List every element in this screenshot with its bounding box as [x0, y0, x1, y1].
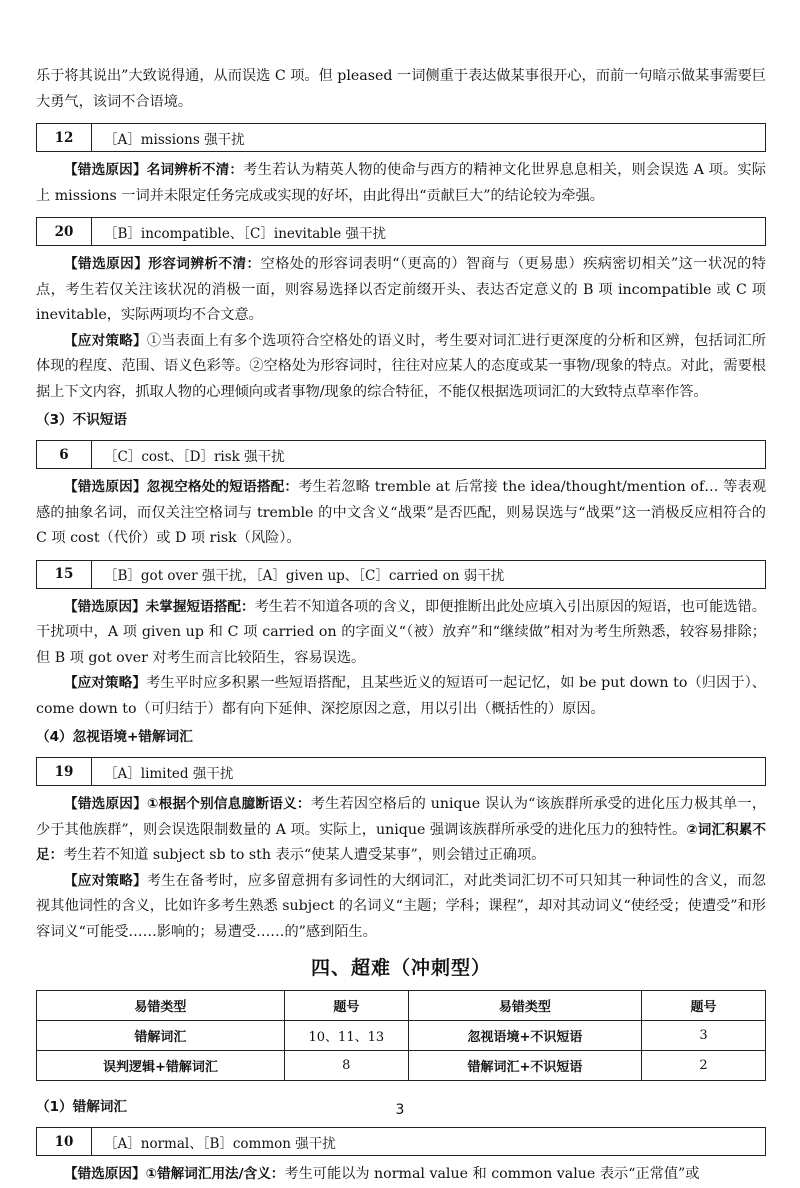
reason-text: 考生若不知道各项的含义，即便推断出此处应填入引出原因的短语，也可能选错。干扰项中，A 项 given up 和 C 项 carried on 的字面义“（被）放弃”和“继续做”相对为考生所熟悉，较容易排除；但 B 项 got over 对考生而言比较陌生，容易误选。 — [36, 598, 766, 666]
table-cell: 误判逻辑+错解词汇 — [37, 1051, 285, 1081]
question-number: 10 — [37, 1128, 92, 1155]
reason-subtag: ①错解词汇用法/含义： — [145, 1166, 285, 1182]
section-heading-1: （1）错解词汇 — [36, 1099, 128, 1115]
q12-reason — [36, 158, 766, 209]
question-box-19 — [36, 757, 766, 786]
question-box-15 — [36, 560, 766, 589]
question-number: 20 — [37, 218, 92, 245]
question-distractor: ［C］cost、［D］risk 强干扰 — [104, 448, 285, 465]
table-header-row — [37, 991, 766, 1021]
strategy-tag: 【应对策略】 — [64, 675, 147, 691]
part-heading: 四、超难（冲刺型） — [310, 957, 491, 979]
question-distractor: ［A］missions 强干扰 — [104, 131, 245, 148]
question-distractor: ［B］incompatible、［C］inevitable 强干扰 — [104, 225, 387, 242]
reason-tag: 【错选原因】名词辨析不清： — [64, 162, 244, 178]
table-header: 题号 — [284, 991, 408, 1021]
table-cell: 8 — [284, 1051, 408, 1081]
reason-tag: 【错选原因】 — [64, 1166, 146, 1182]
reason-text: 空格处的形容词表明“（更高的）智商与（更易患）疾病密切相关”这一状况的特点，考生若仅关注该状况的消极一面，则容易选择以否定前缀开头、表达否定意义的 B 项 incompatible 或 C 项 inevitable，实际两项均不合文意。 — [36, 256, 766, 323]
table-header: 易错类型 — [37, 991, 285, 1021]
table-cell: 3 — [642, 1021, 766, 1051]
reason-text-2: 考生若不知道 subject sb to sth 表示“使某人遭受某事”，则会错过正确项。 — [63, 847, 546, 863]
reason-tag: 【错选原因】形容词辨析不清： — [64, 256, 261, 272]
reason-text: 考生若认为精英人物的使命与西方的精神文化世界息息相关，则会误选 A 项。实际上 missions 一词并未限定任务完成或实现的好坏，由此得出“贡献巨大”的结论较为牵强。 — [36, 162, 766, 204]
reason-subtag-2: ②词汇积累不足： — [36, 821, 766, 863]
q19-reason — [36, 792, 766, 869]
strategy-tag: 【应对策略】 — [64, 872, 147, 889]
table-cell: 错解词汇 — [37, 1021, 285, 1051]
table-header: 易错类型 — [408, 991, 641, 1021]
reason-tag: 【错选原因】未掌握短语搭配： — [64, 598, 255, 615]
question-number: 6 — [37, 441, 92, 468]
q19-strategy — [36, 869, 766, 946]
q6-reason — [36, 475, 766, 552]
section-heading-4: （4）忽视语境+错解词汇 — [36, 729, 193, 745]
q20-reason — [36, 252, 766, 329]
reason-tag: 【错选原因】忽视空格处的短语搭配： — [64, 479, 299, 495]
table-cell: 错解词汇+不识短语 — [408, 1051, 641, 1081]
reason-text: 考生可能以为 normal value 和 common value 表示“正常值”或 — [284, 1166, 700, 1182]
reason-text: 考生若忽略 tremble at 后常接 the idea/thought/mention of… 等表观感的抽象名词，而仅关注空格词与 tremble 的中文含义“战栗”是否匹配，则易误选与“战栗”这一消极反应相符合的 C 项 cost（代价）或 D 项 risk（风险）。 — [36, 479, 767, 546]
strategy-text: ①当表面上有多个选项符合空格处的语义时，考生要对词汇进行更深度的分析和区辨，包括词汇所体现的程度、范围、语义色彩等。②空格处为形容词时，往往对应某人的态度或某一事物/现象的特点。对此，需要根据上下文内容，抓取人物的心理倾向或者事物/现象的综合特征，不能仅根据选项词汇的大致特点草率作答。 — [36, 332, 766, 400]
reason-text-1: 考生若因空格后的 unique 误认为“该族群所承受的进化压力极其单一，少于其他族群”，则会误选限制数量的 A 项。实际上，unique 强调该族群所承受的进化压力的独特性。 — [36, 796, 767, 838]
question-number: 19 — [37, 758, 92, 785]
table-header: 题号 — [642, 991, 766, 1021]
reason-subtag-1: ①根据个别信息臆断语义： — [146, 796, 311, 812]
question-box-20 — [36, 217, 766, 246]
strategy-tag: 【应对策略】 — [64, 332, 147, 349]
table-cell: 2 — [642, 1051, 766, 1081]
table-row — [37, 1021, 766, 1051]
question-box-6 — [36, 440, 766, 469]
question-box-12 — [36, 123, 766, 152]
question-box-10 — [36, 1127, 766, 1156]
q20-strategy — [36, 329, 766, 406]
intro-paragraph: 乐于将其说出”大致说得通，从而误选 C 项。但 pleased 一词侧重于表达做某事很开心，而前一句暗示做某事需要巨大勇气，该词不合语境。 — [36, 68, 766, 110]
table-row — [37, 1051, 766, 1081]
q15-strategy — [36, 671, 766, 722]
reason-tag: 【错选原因】 — [64, 796, 147, 812]
strategy-text: 考生平时应多积累一些短语搭配，且某些近义的短语可一起记忆，如 be put down to（归因于）、come down to（可归结于）都有向下延伸、深挖原因之意，用以引出（概括性的）原因。 — [36, 675, 766, 717]
q15-reason — [36, 595, 766, 672]
summary-table — [36, 990, 766, 1081]
question-distractor: ［A］normal、［B］common 强干扰 — [104, 1135, 336, 1152]
document-page — [36, 64, 766, 1188]
question-number: 12 — [37, 124, 92, 151]
page-number: 3 — [395, 1102, 405, 1118]
table-cell: 10、11、13 — [284, 1021, 408, 1051]
table-cell: 忽视语境+不识短语 — [408, 1021, 641, 1051]
question-distractor: ［B］got over 强干扰，［A］given up、［C］carried on 弱干扰 — [104, 568, 505, 584]
section-heading-3: （3）不识短语 — [36, 412, 128, 428]
question-distractor: ［A］limited 强干扰 — [104, 765, 234, 782]
question-number: 15 — [37, 561, 92, 588]
strategy-text: 考生在备考时，应多留意拥有多词性的大纲词汇，对此类词汇切不可只知其一种词性的含义，而忽视其他词性的含义，比如许多考生熟悉 subject 的名词义“主题；学科；课程”，却对其动词义“使经受；使遭受”和形容词义“可能受……影响的；易遭受……的”感到陌生。 — [36, 872, 766, 940]
q10-reason — [36, 1162, 766, 1188]
